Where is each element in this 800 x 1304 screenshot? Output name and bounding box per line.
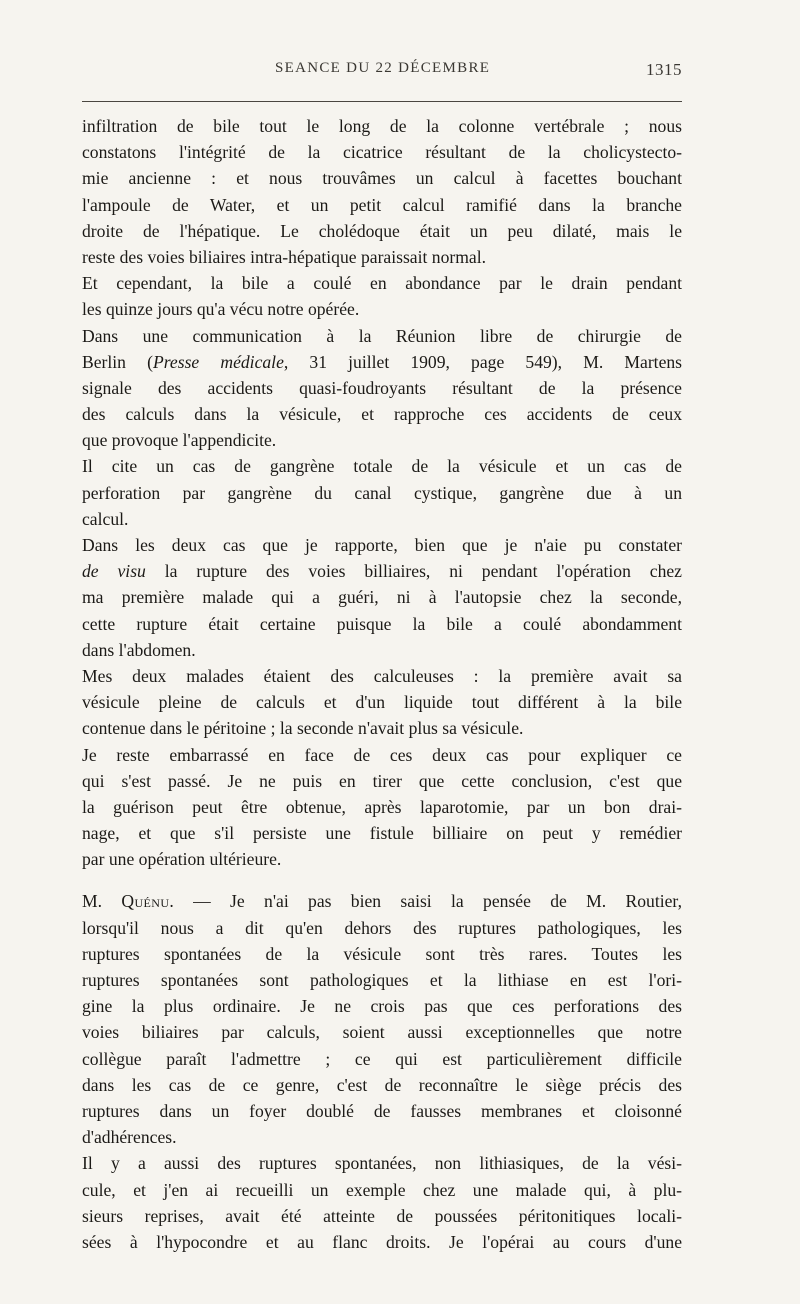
text-line: l'ampoule de Water, et un petit calcul ramifié dans la branche	[82, 194, 682, 215]
text-line: perforation par gangrène du canal cystique, gangrène due à un	[82, 482, 682, 503]
text-line: des calculs dans la vésicule, et rapproche ces accidents de ceux	[82, 404, 682, 425]
text-line: reste des voies biliaires intra-hépatique paraissait normal.	[82, 246, 487, 267]
text-line: ruptures spontanées de la vésicule sont très rares. Toutes les	[82, 943, 682, 964]
text-line: dans les cas de ce genre, c'est de reconnaître le siège précis des	[82, 1074, 682, 1095]
text-line: vésicule pleine de calculs et d'un liquide tout différent à la bile	[82, 692, 682, 713]
text-line: droite de l'hépatique. Le cholédoque était un peu dilaté, mais le	[82, 220, 682, 241]
text-line: collègue paraît l'admettre ; ce qui est particulièrement difficile	[82, 1048, 682, 1069]
page-header	[82, 58, 682, 86]
text-line	[82, 558, 682, 584]
text-line: Il y a aussi des ruptures spontanées, non lithiasiques, de la vési-	[82, 1153, 682, 1174]
text-line: gine la plus ordinaire. Je ne crois pas que ces perforations des	[82, 996, 682, 1017]
text-line: voies biliaires par calculs, soient aussi exceptionnelles que notre	[82, 1022, 682, 1043]
text-line: constatons l'intégrité de la cicatrice résultant de la cholicystecto-	[82, 142, 682, 163]
latin-phrase: de visu	[82, 561, 146, 582]
text-line: par une opération ultérieure.	[82, 849, 282, 870]
text-segment: la rupture des voies billiaires, ni pendant l'opération chez	[145, 561, 682, 582]
text-line	[82, 888, 682, 914]
text-line: nage, et que s'il persiste une fistule billiaire on peut y remédier	[82, 823, 682, 844]
speaker-name: Quénu	[121, 891, 170, 912]
text-line: la guérison peut être obtenue, après laparotomie, par un bon drai-	[82, 796, 682, 817]
text-line: infiltration de bile tout le long de la colonne vertébrale ; nous	[82, 116, 682, 136]
running-title: SEANCE DU 22 DÉCEMBRE	[275, 60, 491, 76]
text-line: lorsqu'il nous a dit qu'en dehors des ruptures pathologiques, les	[82, 917, 682, 938]
page-number: 1315	[646, 60, 682, 79]
text-line: sieurs reprises, avait été atteinte de poussées péritonitiques locali-	[82, 1205, 682, 1226]
text-line: Et cependant, la bile a coulé en abondance par le drain pendant	[82, 273, 682, 294]
text-line: ma première malade qui a guéri, ni à l'autopsie chez la seconde,	[82, 587, 682, 608]
text-line: Il cite un cas de gangrène totale de la vésicule et un cas de	[82, 456, 682, 477]
text-line: Dans une communication à la Réunion libre de chirurgie de	[82, 325, 682, 346]
text-segment: . — Je n'ai pas bien saisi la pensée de M. Routier,	[169, 891, 682, 912]
text-line: cette rupture était certaine puisque la bile a coulé abondamment	[82, 613, 682, 634]
text-line: mie ancienne : et nous trouvâmes un calcul à facettes bouchant	[82, 168, 682, 189]
text-segment: M.	[82, 891, 122, 912]
text-line: signale des accidents quasi-foudroyants résultant de la présence	[82, 377, 682, 398]
text-line: calcul.	[82, 508, 129, 529]
text-line: qui s'est passé. Je ne puis en tirer que cette conclusion, c'est que	[82, 770, 682, 791]
header-rule	[82, 101, 682, 102]
text-line: les quinze jours qu'a vécu notre opérée.	[82, 299, 360, 320]
text-line: Mes deux malades étaient des calculeuses : la première avait sa	[82, 665, 682, 686]
text-line: d'adhérences.	[82, 1127, 177, 1148]
text-line: cule, et j'en ai recueilli un exemple chez une malade qui, à plu-	[82, 1179, 682, 1200]
citation-journal: Presse médicale	[152, 351, 284, 372]
text-line	[82, 349, 682, 375]
text-line: que provoque l'appendicite.	[82, 430, 277, 451]
text-line: Dans les deux cas que je rapporte, bien que je n'aie pu constater	[82, 535, 682, 555]
text-line: contenue dans le péritoine ; la seconde n'avait plus sa vésicule.	[82, 718, 524, 739]
text-segment: Berlin (	[82, 351, 153, 372]
text-line: sées à l'hypocondre et au flanc droits. Je l'opérai au cours d'une	[82, 1231, 682, 1252]
section-gap	[82, 872, 682, 888]
text-line: ruptures spontanées sont pathologiques et la lithiase en est l'ori-	[82, 970, 682, 990]
text-segment: , 31 juillet 1909, page 549), M. Martens	[283, 351, 682, 372]
text-line: Je reste embarrassé en face de ces deux cas pour expliquer ce	[82, 744, 682, 765]
text-line: ruptures dans un foyer doublé de fausses membranes et cloisonné	[82, 1100, 682, 1121]
text-line: dans l'abdomen.	[82, 639, 196, 660]
body-text	[82, 113, 682, 1255]
